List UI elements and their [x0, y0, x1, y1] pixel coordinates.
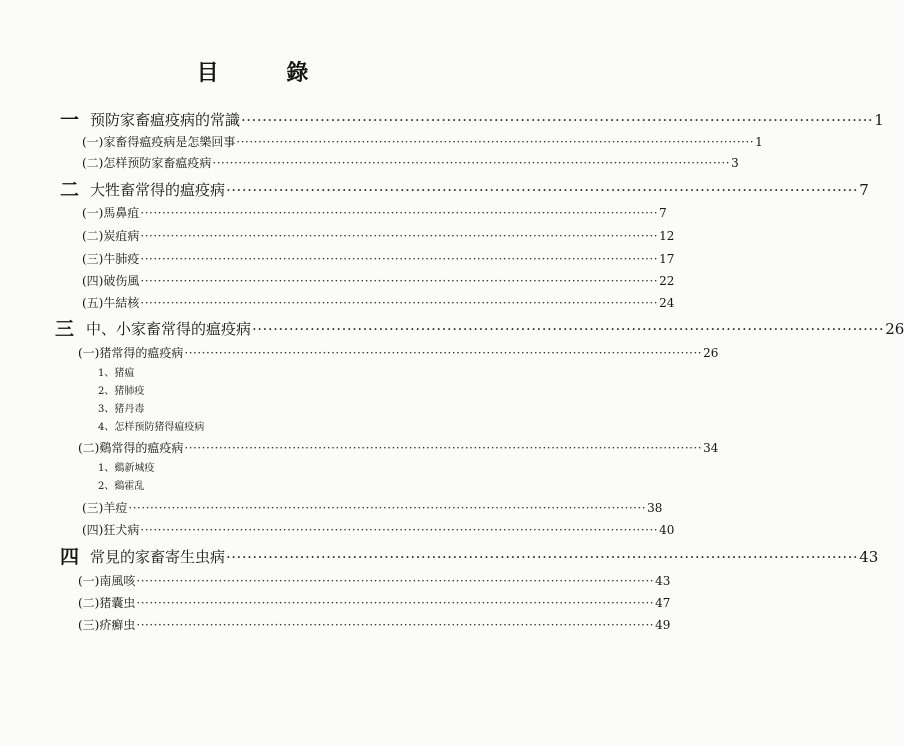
- entry-title: (四)狂犬病: [82, 523, 140, 537]
- entry-title: (二)猪囊虫: [78, 596, 136, 610]
- entry-page: 1: [755, 135, 763, 149]
- leader-dots: ························································································································: [212, 156, 731, 170]
- leader-dots: ························································································································: [236, 135, 755, 149]
- entry-title: (二)炭疽病: [82, 229, 140, 243]
- entry-page: 12: [659, 229, 675, 243]
- section-number: 二: [60, 179, 80, 201]
- section-line: [90, 546, 879, 568]
- section-page: 1: [874, 111, 884, 129]
- entry-title: (一)馬鼻疽: [82, 206, 140, 220]
- toc-entry[interactable]: [0, 437, 719, 459]
- leader-dots: ························································································································: [140, 229, 659, 243]
- toc-entry[interactable]: [0, 152, 739, 174]
- section-title: 预防家畜瘟疫病的常識: [90, 111, 241, 129]
- entry-page: 43: [655, 574, 671, 588]
- toc-section-2[interactable]: [0, 179, 869, 201]
- entry-title: (一)家畜得瘟疫病是怎樂回事: [82, 135, 236, 149]
- section-number: 三: [55, 318, 75, 340]
- section-line: [90, 179, 869, 201]
- section-number: 一: [60, 109, 80, 131]
- toc-entry[interactable]: [0, 292, 675, 314]
- leader-dots: ························································································································: [140, 206, 659, 220]
- entry-title: (一)南風咳: [78, 574, 136, 588]
- toc-item[interactable]: 4、怎样预防猪得瘟疫病: [98, 422, 205, 433]
- section-page: 7: [859, 181, 869, 199]
- leader-dots: ························································································································: [140, 523, 659, 537]
- leader-dots: ························································································································: [140, 274, 659, 288]
- toc-section-3[interactable]: [0, 318, 904, 340]
- entry-title: (三)疥癬虫: [78, 618, 136, 632]
- section-page: 26: [885, 320, 904, 338]
- entry-title: (五)牛結核: [82, 296, 140, 310]
- toc-entry[interactable]: [0, 131, 763, 153]
- section-title: 大牲畜常得的瘟疫病: [90, 181, 226, 199]
- leader-dots: ························································································································: [136, 618, 655, 632]
- entry-page: 38: [647, 501, 663, 515]
- entry-page: 7: [659, 206, 667, 220]
- entry-page: 40: [659, 523, 675, 537]
- entry-title: (一)猪常得的瘟疫病: [78, 346, 184, 360]
- toc-entry[interactable]: [0, 270, 675, 292]
- entry-page: 26: [703, 346, 719, 360]
- entry-page: 34: [703, 441, 719, 455]
- toc-entry[interactable]: [0, 592, 671, 614]
- leader-dots: ························································································································: [241, 111, 874, 129]
- toc-entry[interactable]: [0, 342, 719, 364]
- section-page: 43: [859, 548, 879, 566]
- toc-item[interactable]: 1、猪瘟: [98, 368, 135, 379]
- toc-item[interactable]: 2、鷄霍乱: [98, 481, 145, 492]
- leader-dots: ························································································································: [128, 501, 647, 515]
- entry-title: (三)羊痘: [82, 501, 128, 515]
- section-line: [86, 318, 904, 340]
- leader-dots: ························································································································: [184, 441, 703, 455]
- toc-section-1[interactable]: [0, 109, 884, 131]
- leader-dots: ························································································································: [136, 574, 655, 588]
- toc-entry[interactable]: [0, 497, 663, 519]
- toc-item[interactable]: 3、猪丹毒: [98, 404, 145, 415]
- toc-entry[interactable]: [0, 225, 675, 247]
- entry-title: (四)破伤風: [82, 274, 140, 288]
- entry-title: (三)牛肺疫: [82, 252, 140, 266]
- entry-page: 3: [731, 156, 739, 170]
- entry-page: 22: [659, 274, 675, 288]
- leader-dots: ························································································································: [252, 320, 885, 338]
- entry-page: 17: [659, 252, 675, 266]
- entry-page: 47: [655, 596, 671, 610]
- toc-entry[interactable]: [0, 519, 675, 541]
- entry-page: 24: [659, 296, 675, 310]
- entry-title: (二)鷄常得的瘟疫病: [78, 441, 184, 455]
- toc-section-4[interactable]: [0, 546, 879, 568]
- entry-page: 49: [655, 618, 671, 632]
- toc-entry[interactable]: [0, 202, 667, 224]
- leader-dots: ························································································································: [226, 548, 859, 566]
- leader-dots: ························································································································: [136, 596, 655, 610]
- toc-entry[interactable]: [0, 614, 671, 636]
- toc-entry[interactable]: [0, 570, 671, 592]
- leader-dots: ························································································································: [140, 252, 659, 266]
- section-line: [90, 109, 884, 131]
- section-title: 常見的家畜寄生虫病: [90, 548, 226, 566]
- leader-dots: ························································································································: [226, 181, 859, 199]
- toc-entry[interactable]: [0, 248, 675, 270]
- section-title: 中、小家畜常得的瘟疫病: [86, 320, 252, 338]
- leader-dots: ························································································································: [184, 346, 703, 360]
- page-title: 目 錄: [196, 61, 339, 86]
- toc-item[interactable]: 1、鷄新城疫: [98, 463, 155, 474]
- entry-title: (二)怎样预防家畜瘟疫病: [82, 156, 212, 170]
- toc-item[interactable]: 2、猪肺疫: [98, 386, 145, 397]
- section-number: 四: [60, 546, 80, 568]
- leader-dots: ························································································································: [140, 296, 659, 310]
